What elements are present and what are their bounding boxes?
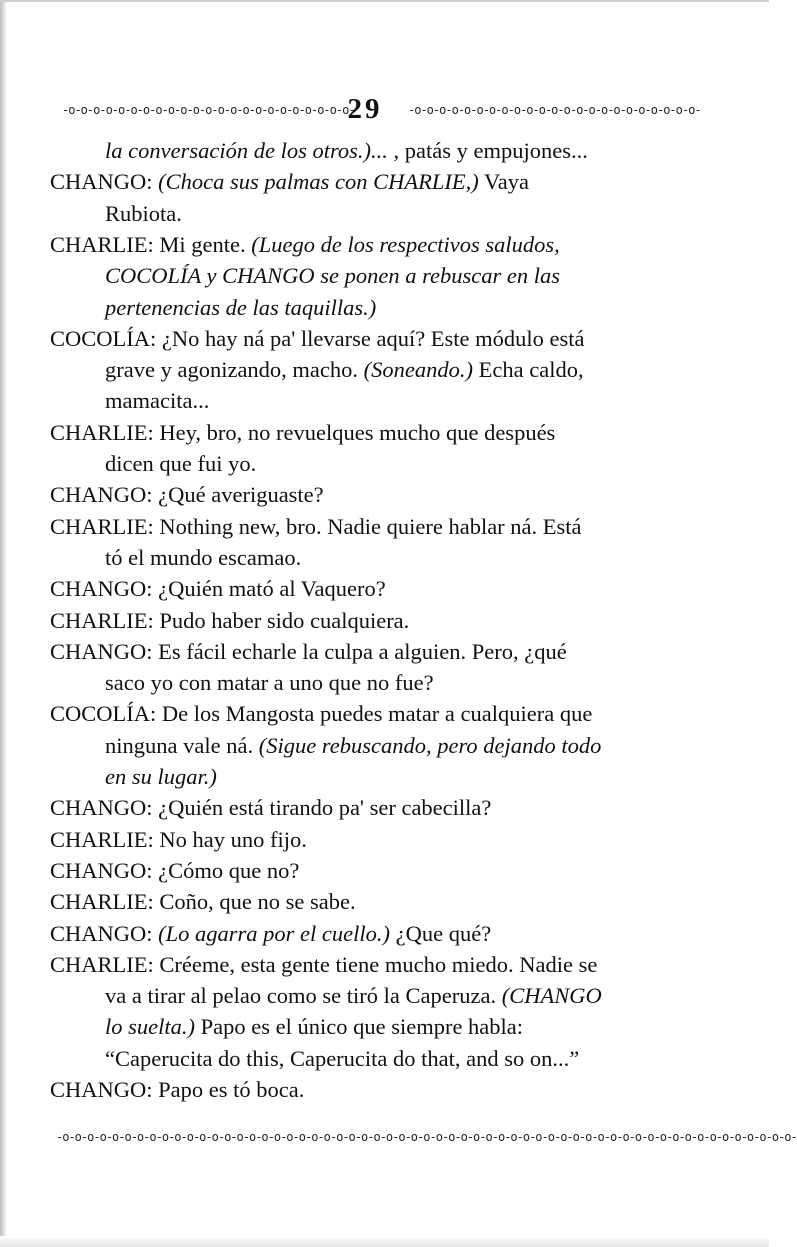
- dialogue-line: [50, 919, 491, 949]
- header-ornament-right: -o-o-o-o-o-o-o-o-o-o-o-o-o-o-o-o-o-o-o-o-o-o-o-: [408, 103, 701, 117]
- continuation-line: [105, 136, 588, 166]
- dialogue-text: Echa caldo,: [473, 357, 584, 383]
- dialogue-line: [50, 606, 409, 636]
- dialogue-line: [50, 793, 491, 823]
- dialogue-text: CHANGO: ¿Cómo que no?: [50, 857, 300, 883]
- continuation-line: [105, 261, 560, 291]
- dialogue-line: [50, 512, 582, 542]
- continuation-line: [105, 293, 376, 323]
- continuation-line: [105, 1044, 579, 1074]
- dialogue-line: [50, 167, 529, 197]
- dialogue-line: [50, 950, 597, 980]
- dialogue-text: grave y agonizando, macho.: [105, 357, 364, 383]
- dialogue-line: [50, 480, 324, 510]
- continuation-line: [105, 1012, 523, 1042]
- continuation-line: [105, 981, 602, 1011]
- dialogue-text: “Caperucita do this, Caperucita do that, and so on...”: [105, 1045, 580, 1071]
- page-header: [0, 94, 769, 124]
- dialogue-text: Papo es el único que siempre habla:: [195, 1014, 524, 1040]
- dialogue-text: ¿Que qué?: [390, 920, 492, 946]
- dialogue-text: saco yo con matar a uno que no fue?: [105, 670, 434, 696]
- dialogue-line: [50, 324, 585, 354]
- continuation-line: [105, 543, 301, 573]
- continuation-line: [105, 449, 256, 479]
- dialogue-text: CHANGO:: [50, 169, 159, 195]
- dialogue-line: [50, 887, 356, 917]
- stage-direction: la conversación de los otros.)...: [105, 138, 388, 163]
- dialogue-text: CHARLIE: Nothing new, bro. Nadie quiere hablar ná. Está: [50, 513, 582, 539]
- stage-direction: pertenencias de las taquillas.): [105, 294, 377, 320]
- dialogue-text: CHARLIE: Mi gente.: [50, 231, 252, 257]
- dialogue-text: CHARLIE: Hey, bro, no revuelques mucho que después: [50, 419, 556, 445]
- dialogue-text: mamacita...: [105, 388, 210, 414]
- scan-bottom-edge: [0, 1236, 769, 1247]
- stage-direction: en su lugar.): [105, 764, 217, 789]
- dialogue-text: CHARLIE: Créeme, esta gente tiene mucho miedo. Nadie se: [50, 951, 598, 977]
- dialogue-line: [50, 574, 386, 604]
- dialogue-line: [50, 230, 560, 260]
- dialogue-line: [50, 699, 592, 729]
- dialogue-text: , patás y empujones...: [387, 138, 588, 163]
- dialogue-text: CHANGO: ¿Quién está tirando pa' ser cabecilla?: [50, 795, 492, 821]
- dialogue-line: [50, 1075, 304, 1105]
- dialogue-text: CHARLIE: No hay uno fijo.: [50, 826, 307, 852]
- dialogue-text: tó el mundo escamao.: [105, 544, 302, 570]
- header-ornament-left: -o-o-o-o-o-o-o-o-o-o-o-o-o-o-o-o-o-o-o-o-o-o-o-: [62, 103, 355, 117]
- stage-direction: (Lo agarra por el cuello.): [158, 920, 390, 946]
- dialogue-text: CHARLIE: Pudo haber sido cualquiera.: [50, 607, 410, 633]
- dialogue-text: COCOLÍA: ¿No hay ná pa' llevarse aquí? Este módulo está: [50, 325, 585, 351]
- continuation-line: [105, 762, 217, 792]
- stage-direction: COCOLÍA y CHANGO se ponen a rebuscar en las: [105, 263, 560, 289]
- dialogue-text: va a tirar al pelao como se tiró la Caperuza.: [105, 983, 502, 1009]
- dialogue-text: ninguna vale ná.: [105, 732, 259, 758]
- dialogue-text: Rubiota.: [105, 200, 182, 226]
- continuation-line: [105, 731, 601, 761]
- stage-direction: (CHANGO: [501, 983, 602, 1009]
- page-number: 29: [347, 93, 383, 125]
- dialogue-text: CHANGO: Papo es tó boca.: [50, 1077, 305, 1102]
- page-edge-shadow: [0, 0, 7, 1247]
- stage-direction: (Luego de los respectivos saludos,: [251, 231, 560, 257]
- dialogue-line: [50, 637, 567, 667]
- continuation-line: [105, 199, 182, 229]
- dialogue-line: [50, 418, 555, 448]
- continuation-line: [105, 355, 584, 385]
- dialogue-text: CHANGO: ¿Quién mató al Vaquero?: [50, 576, 386, 602]
- dialogue-text: CHANGO:: [50, 920, 159, 946]
- scan-top-edge: [0, 0, 769, 2]
- stage-direction: (Sigue rebuscando, pero dejando todo: [258, 732, 602, 758]
- stage-direction: (Choca sus palmas con CHARLIE,): [158, 169, 479, 195]
- continuation-line: [105, 386, 209, 416]
- dialogue-text: COCOLÍA: De los Mangosta puedes matar a cualquiera que: [50, 701, 593, 727]
- stage-direction: (Soneando.): [363, 357, 474, 383]
- dialogue-text: CHANGO: Es fácil echarle la culpa a alguien. Pero, ¿qué: [50, 638, 567, 664]
- dialogue-line: [50, 856, 299, 886]
- continuation-line: [105, 668, 434, 698]
- dialogue-text: CHANGO: ¿Qué averiguaste?: [50, 482, 324, 508]
- footer-ornament: -o-o-o-o-o-o-o-o-o-o-o-o-o-o-o-o-o-o-o-o-o-o-o-o-o-o-o-o-o-o-o-o-o-o-o-o-o-o-o-o-o-o-o-o-o-o-o-o-o-o-o-o-o-o-o-o-o-o-o-: [56, 1130, 797, 1144]
- dialogue-text: dicen que fui yo.: [105, 451, 257, 476]
- dialogue-line: [50, 825, 307, 855]
- dialogue-text: Vaya: [478, 169, 529, 195]
- stage-direction: lo suelta.): [105, 1014, 195, 1040]
- dialogue-text: CHARLIE: Coño, que no se sabe.: [50, 889, 356, 915]
